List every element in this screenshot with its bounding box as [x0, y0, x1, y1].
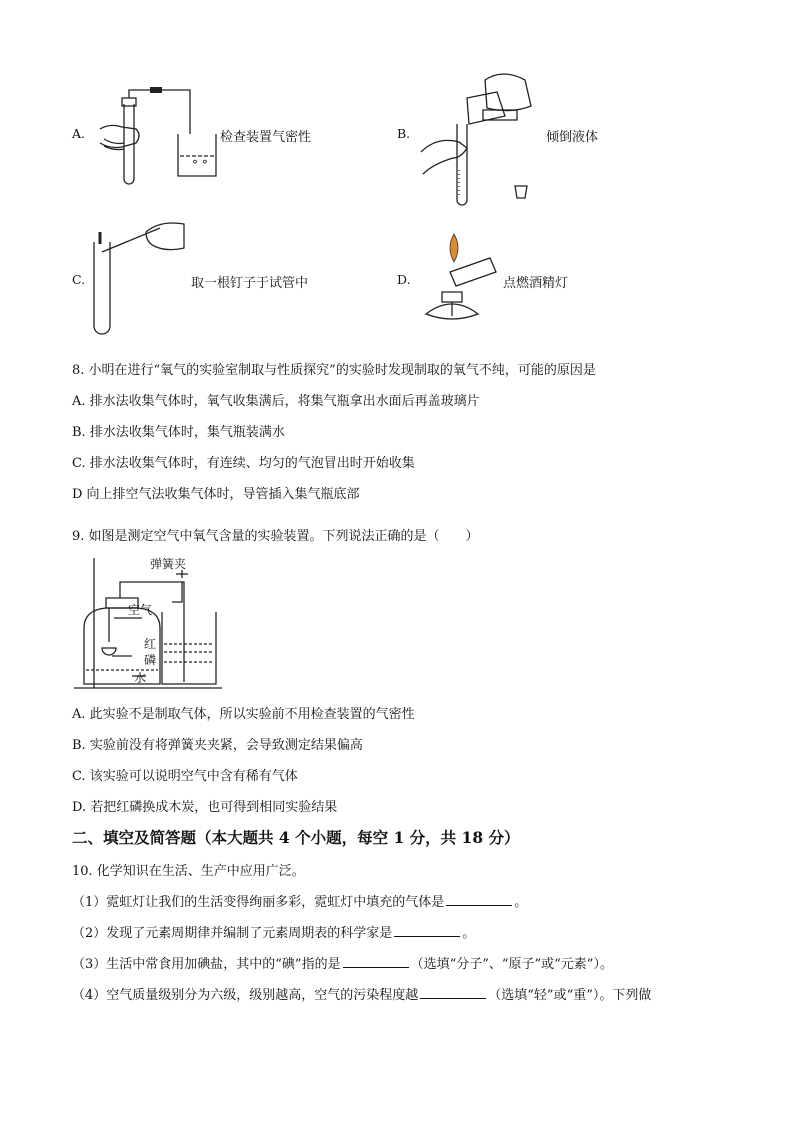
label-red: 红	[144, 637, 157, 651]
option-b-caption: 倾倒液体	[546, 130, 599, 145]
svg-text:° °: ° °	[192, 158, 208, 172]
answer-blank[interactable]	[343, 955, 409, 968]
q10-sub1: （1）霓虹灯让我们的生活变得绚丽多彩，霓虹灯中填充的气体是 。	[72, 895, 528, 910]
q10-sub2: （2）发现了元素周期律并编制了元素周期表的科学家是 。	[72, 926, 476, 941]
label-water: 水	[134, 671, 147, 685]
q10-sub4: （4）空气质量级别分为六级，级别越高，空气的污染程度越 （选填“轻”或“重”）。下列做	[72, 988, 652, 1003]
q9-option-a: A. 此实验不是制取气体，所以实验前不用检查装置的气密性	[72, 707, 415, 722]
q9-stem: 9. 如图是测定空气中氧气含量的实验装置。下列说法正确的是（ ）	[72, 529, 479, 544]
label-air: 空气	[128, 603, 153, 617]
figure-oxygen-content-apparatus	[72, 552, 232, 692]
q9-option-d: D. 若把红磷换成木炭，也可得到相同实验结果	[72, 800, 338, 815]
label-clamp: 弹簧夹	[150, 557, 187, 571]
option-a-caption: 检查装置气密性	[220, 130, 312, 145]
figure-light-alcohol-lamp	[416, 232, 506, 332]
answer-blank[interactable]	[420, 986, 486, 999]
answer-blank[interactable]	[446, 893, 512, 906]
label-phosphorus: 磷	[144, 653, 157, 667]
answer-blank[interactable]	[394, 924, 460, 937]
option-d-caption: 点燃酒精灯	[503, 276, 569, 291]
q10-stem: 10. 化学知识在生活、生产中应用广泛。	[72, 864, 305, 879]
figure-nail-in-tube	[90, 218, 190, 338]
section-heading: 二、填空及简答题（本大题共 4 个小题，每空 1 分，共 18 分）	[72, 828, 520, 847]
option-letter-b: B.	[397, 126, 411, 141]
option-c-caption: 取一根钉子于试管中	[191, 276, 309, 291]
figure-airtightness-check	[92, 84, 222, 184]
q8-option-d: D 向上排空气法收集气体时，导管插入集气瓶底部	[72, 487, 360, 502]
q8-option-b: B. 排水法收集气体时，集气瓶装满水	[72, 425, 285, 440]
figure-pour-liquid	[415, 68, 535, 208]
q8-option-a: A. 排水法收集气体时，氧气收集满后，将集气瓶拿出水面后再盖玻璃片	[72, 394, 480, 409]
option-letter-d: D.	[397, 272, 411, 287]
q8-option-c: C. 排水法收集气体时，有连续、均匀的气泡冒出时开始收集	[72, 456, 415, 471]
option-letter-c: C.	[72, 272, 86, 287]
q8-stem: 8. 小明在进行“氧气的实验室制取与性质探究”的实验时发现制取的氧气不纯，可能的原因是	[72, 363, 596, 378]
q10-sub3: （3）生活中常食用加碘盐，其中的“碘”指的是 （选填“分子”、“原子”或“元素”）。	[72, 957, 613, 972]
q9-option-c: C. 该实验可以说明空气中含有稀有气体	[72, 769, 298, 784]
option-letter-a: A.	[72, 126, 86, 141]
q9-option-b: B. 实验前没有将弹簧夹夹紧，会导致测定结果偏高	[72, 738, 363, 753]
